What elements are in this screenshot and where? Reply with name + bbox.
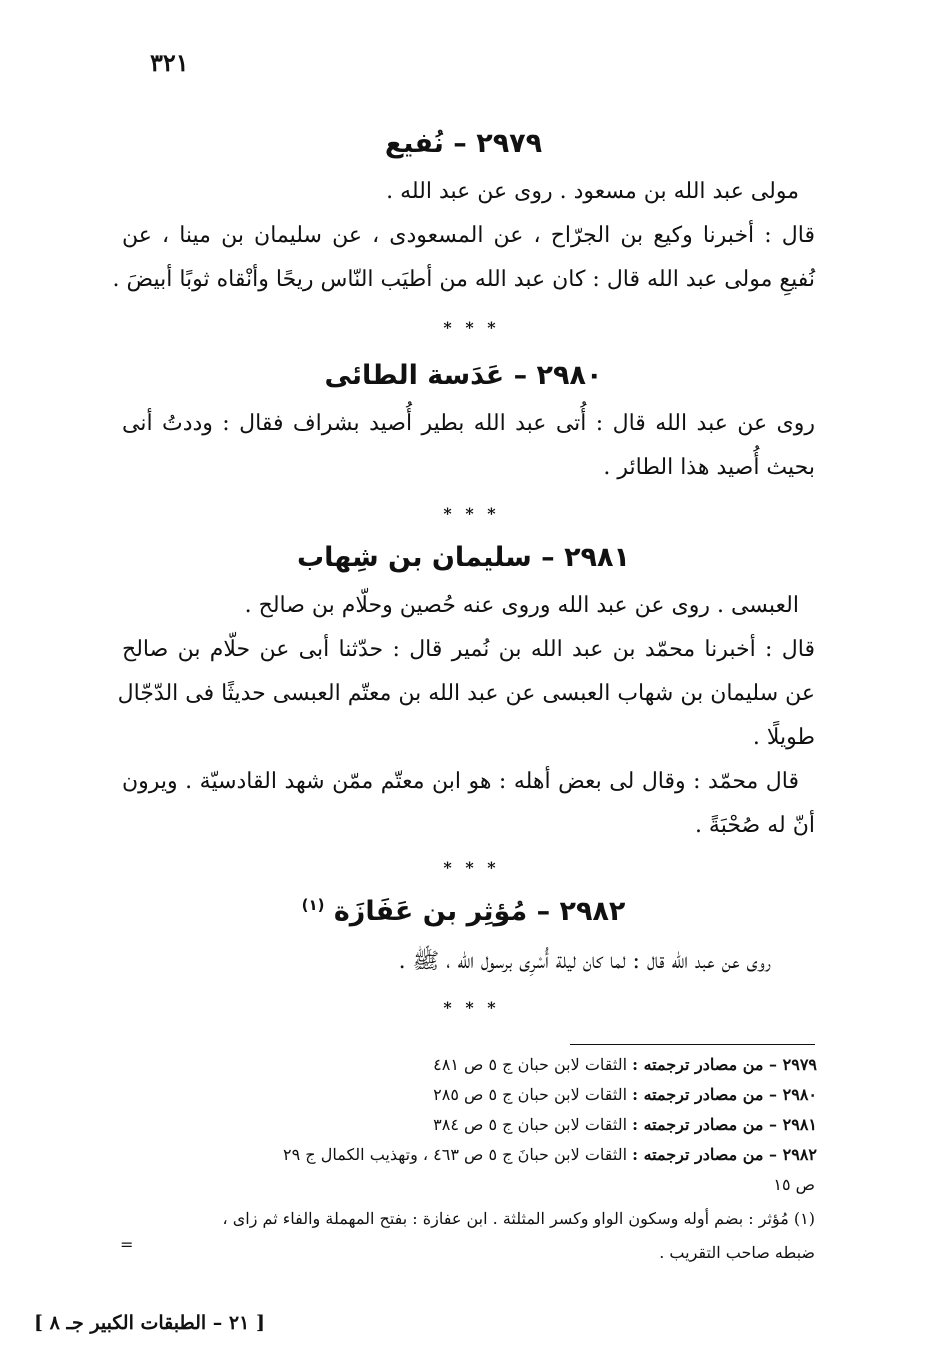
- page-number: ٣٢١: [150, 48, 189, 77]
- heading-dash: –: [504, 360, 528, 391]
- source-continuation: ص ١٥: [773, 1175, 815, 1194]
- source-label: ٢٩٧٩ – من مصادر ترجمته :: [632, 1055, 817, 1074]
- entry-heading-2982: [0, 896, 927, 927]
- entry-text-line: العبسى . روى عن عبد الله وروى عنه حُصين وحلّام بن صالح .: [244, 593, 799, 618]
- entry-text-line: نُفيعِ مولى عبد الله قال : كان عبد الله من أطيَب النّاس ريحًا وأنْقاه ثوبًا أبيضَ .: [112, 267, 815, 292]
- section-separator: * * *: [443, 504, 500, 523]
- section-separator: * * *: [443, 318, 500, 337]
- entry-number: ٢٩٨٢: [559, 896, 626, 927]
- entry-name: سليمان بن شِهاب: [297, 542, 532, 573]
- heading-dash: –: [531, 542, 555, 573]
- explanatory-footnote: ضبطه صاحب التقريب .: [659, 1243, 815, 1262]
- entry-text-line: مولى عبد الله بن مسعود . روى عن عبد الله .: [386, 179, 799, 204]
- entry-text-line: قال محمّد : وقال لى بعض أهله : هو ابن معتّم ممّن شهد القادسيّة . ويرون: [122, 769, 799, 794]
- footnote-divider: [570, 1044, 815, 1045]
- source-footnote: [433, 1112, 817, 1138]
- source-label: ٢٩٨١ – من مصادر ترجمته :: [632, 1115, 817, 1134]
- entry-number: ٢٩٨١: [564, 542, 630, 573]
- entry-text-line: أنّ له صُحْبَةً .: [694, 813, 815, 838]
- entry-heading-2979: [0, 128, 927, 159]
- entry-heading-2980: [0, 360, 927, 391]
- entry-number: ٢٩٧٩: [476, 128, 543, 159]
- source-text: الثقات لابن حبان ج ٥ ص ٣٨٤: [433, 1115, 628, 1134]
- footnote-continuation-mark: =: [120, 1235, 134, 1254]
- source-label: ٢٩٨٢ – من مصادر ترجمته :: [632, 1145, 817, 1164]
- entry-text-line: بحيث أُصيد هذا الطائر .: [603, 455, 815, 480]
- source-footnote: [283, 1142, 817, 1168]
- entry-heading-2981: [0, 542, 927, 573]
- entry-text-line: قال : أخبرنا محمّد بن عبد الله بن نُمير قال : حدّثنا أبى عن حلّام بن صالح: [122, 637, 815, 662]
- entry-text-line: روى عن عبد الله قال : لما كان ليلة أُسْرِى برسول الله ، ﷺ .: [398, 949, 771, 974]
- source-footnote: [433, 1082, 817, 1108]
- entry-text-line: روى عن عبد الله قال : أُتى عبد الله بطير أُصيد بشراف فقال : وددتُ أنى: [122, 411, 815, 436]
- entry-name: مُؤثِر بن عَفَازَة: [333, 896, 528, 927]
- source-footnote: [433, 1052, 817, 1078]
- entry-text-line: قال : أخبرنا وكيع بن الجرّاح ، عن المسعودى ، عن سليمان بن مينا ، عن: [122, 223, 815, 248]
- entry-name: عَدَسة الطائى: [324, 360, 505, 391]
- section-separator: * * *: [443, 998, 500, 1017]
- footnote-marker: (١): [301, 896, 325, 914]
- heading-dash: –: [527, 896, 551, 927]
- bottom-signature: [ ٢١ – الطبقات الكبير جـ ٨ ]: [34, 1312, 265, 1334]
- heading-dash: –: [443, 128, 467, 159]
- source-text: الثقات لابن حبان ج ٥ ص ٤٨١: [433, 1055, 628, 1074]
- entry-text-line: عن سليمان بن شهاب العبسى عن عبد الله بن معتّم العبسى حديثًا فى الدّجّال: [117, 681, 815, 706]
- explanatory-footnote: (١) مُؤثر : بضم أوله وسكون الواو وكسر المثلثة . ابن عفازة : بفتح المهملة والفاء ثم زاى ،: [222, 1209, 815, 1228]
- source-text: الثقات لابن حبان ج ٥ ص ٢٨٥: [433, 1085, 628, 1104]
- section-separator: * * *: [443, 858, 500, 877]
- entry-number: ٢٩٨٠: [536, 360, 603, 391]
- source-text: الثقات لابن حبانَ ج ٥ ص ٤٦٣ ، وتهذيب الكمال ج ٢٩: [283, 1145, 628, 1164]
- entry-text-line: طويلًا .: [752, 725, 815, 750]
- entry-name: نُفيع: [384, 128, 444, 159]
- source-label: ٢٩٨٠ – من مصادر ترجمته :: [632, 1085, 817, 1104]
